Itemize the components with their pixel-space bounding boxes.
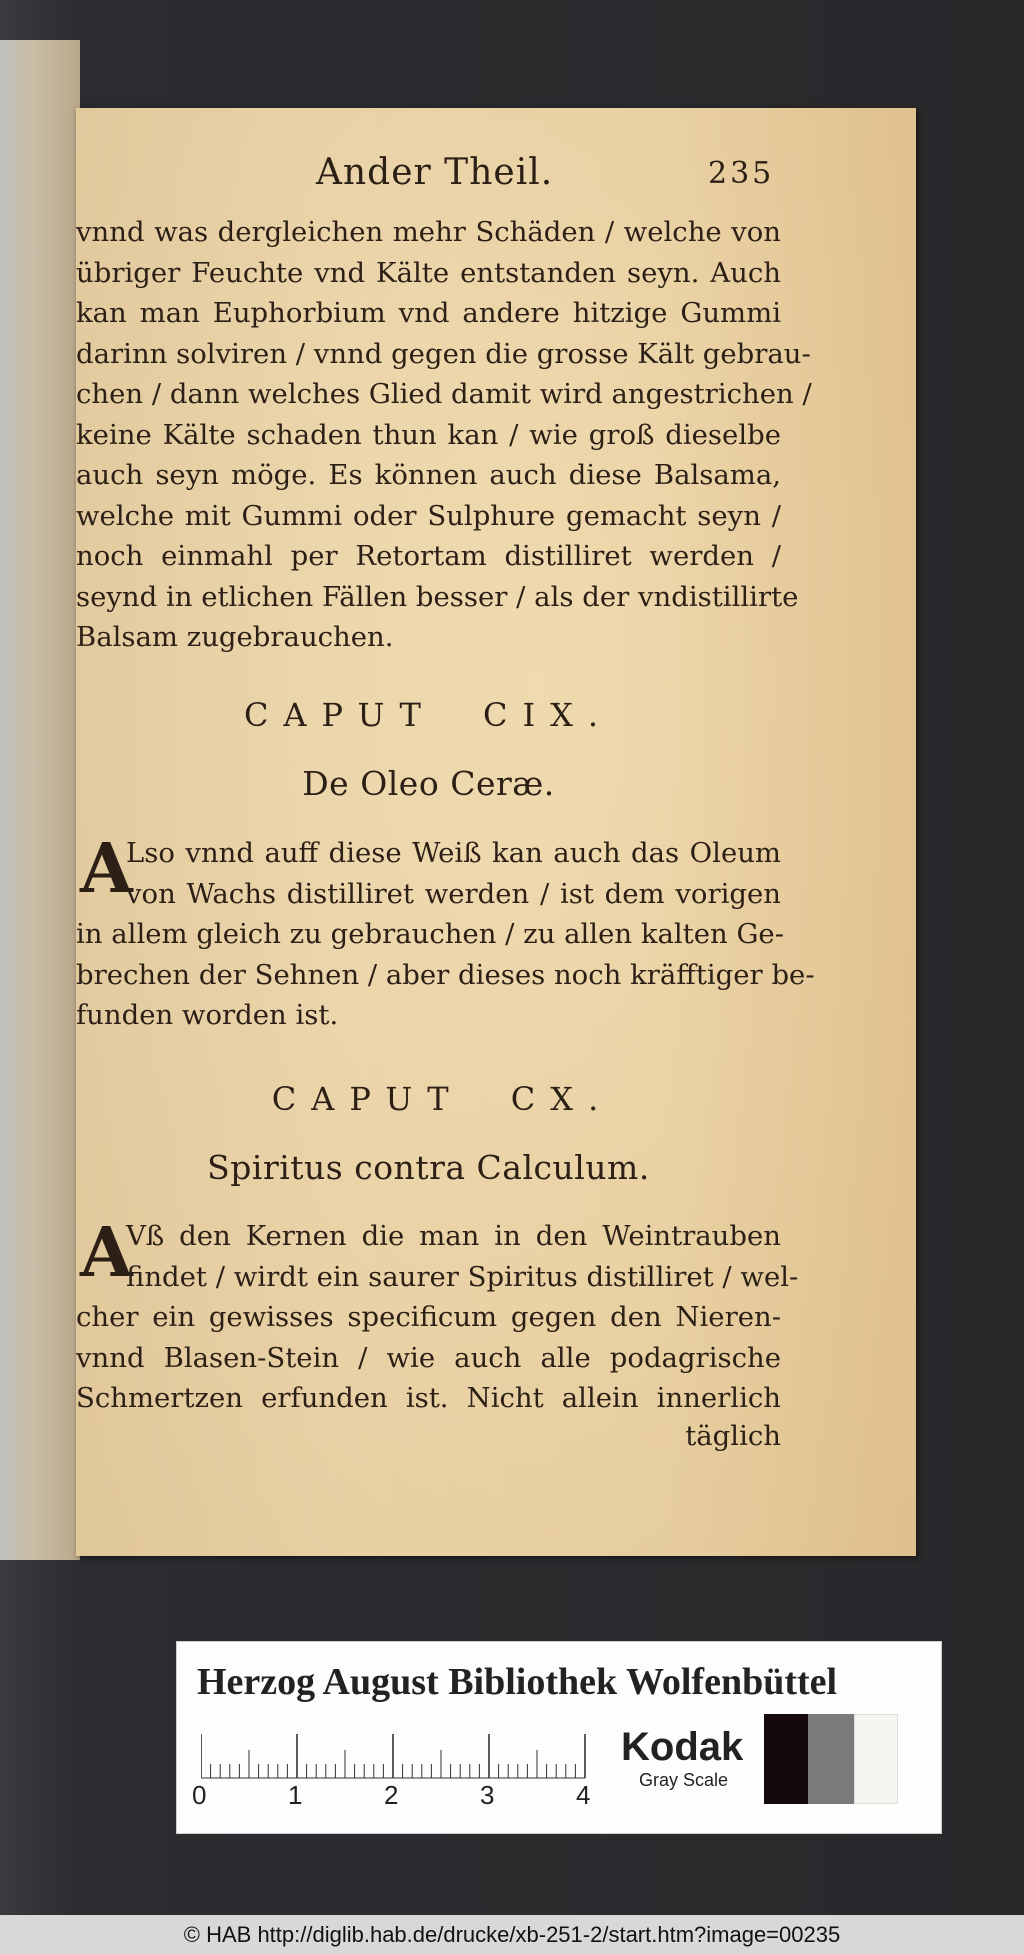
ruler-label: 2 <box>384 1780 399 1810</box>
ruler-label: 1 <box>288 1780 303 1810</box>
page-number: 235 <box>708 156 775 191</box>
text-line: in allem gleich zu gebrauchen / zu allen kalten Ge- <box>76 918 784 950</box>
catchword: täglich <box>685 1420 781 1452</box>
text-line: cher ein gewisses specificum gegen den Nieren- <box>76 1301 781 1333</box>
text-line: auch seyn möge. Es können auch diese Balsama, <box>76 459 781 491</box>
text-line: kan man Euphorbium vnd andere hitzige Gummi <box>76 297 781 329</box>
swatch-black <box>764 1714 808 1804</box>
kodak-logo: Kodak <box>621 1725 744 1769</box>
text-line: brechen der Sehnen / aber dieses noch kräfftiger be- <box>76 958 815 991</box>
ruler-label: 3 <box>480 1780 495 1810</box>
running-title: Ander Theil. <box>316 152 554 193</box>
text-line: noch einmahl per Retortam distilliret werden / <box>76 540 781 572</box>
text-line: keine Kälte schaden thun kan / wie groß dieselbe <box>76 418 781 451</box>
book-page <box>76 108 916 1556</box>
intro-paragraph <box>76 212 812 658</box>
ruler-label: 4 <box>576 1780 591 1810</box>
swatch-white <box>854 1714 898 1804</box>
text-line: vnnd was dergleichen mehr Schäden / welche von <box>76 216 781 248</box>
text-line: Schmertzen erfunden ist. Nicht allein innerlich <box>76 1382 781 1414</box>
gray-scale-label: Gray Scale <box>639 1770 729 1790</box>
text-line: seynd in etlichen Fällen besser / als der vndistillirte <box>76 580 799 613</box>
drop-cap: A <box>80 829 133 909</box>
swatch-gray <box>808 1714 854 1804</box>
text-line: Balsam zugebrauchen. <box>76 621 394 653</box>
text-line: Vß den Kernen die man in den Weintrauben <box>126 1220 781 1252</box>
institution-name: Herzog August Bibliothek Wolfenbüttel <box>197 1661 838 1703</box>
text-line: übriger Feuchte vnd Kälte entstanden seyn. Auch <box>76 256 781 289</box>
section-title-oleo-cerae: De Oleo Ceræ. <box>302 764 555 803</box>
previous-page-edge <box>0 40 80 1560</box>
text-line: darinn solviren / vnnd gegen die grosse Kält gebrau- <box>76 337 811 370</box>
chapter-heading-cx: CAPUT CX. <box>271 1080 614 1118</box>
section-title-spiritus: Spiritus contra Calculum. <box>207 1148 650 1187</box>
text-line: chen / dann welches Glied damit wird angestrichen / <box>76 378 812 410</box>
text-line: von Wachs distilliret werden / ist dem vorigen <box>126 877 781 910</box>
footer-credit: © HAB http://diglib.hab.de/drucke/xb-251-2/start.htm?image=00235 <box>0 1915 1024 1954</box>
text-line: welche mit Gummi oder Sulphure gemacht seyn / <box>76 499 781 532</box>
text-line: funden worden ist. <box>76 999 339 1031</box>
ruler-label: 0 <box>192 1780 207 1810</box>
chapter-cix-paragraph <box>76 829 815 1036</box>
text-line: findet / wirdt ein saurer Spiritus distilliret / wel- <box>126 1260 799 1293</box>
color-target-card <box>176 1641 942 1834</box>
drop-cap: A <box>80 1213 133 1293</box>
text-line: vnnd Blasen-Stein / wie auch alle podagrische <box>76 1341 781 1374</box>
chapter-cx-paragraph <box>76 1213 799 1419</box>
measuring-ruler <box>201 1732 591 1780</box>
text-line: Lso vnnd auff diese Weiß kan auch das Oleum <box>126 837 781 869</box>
chapter-heading-cix: CAPUT CIX. <box>243 696 614 734</box>
